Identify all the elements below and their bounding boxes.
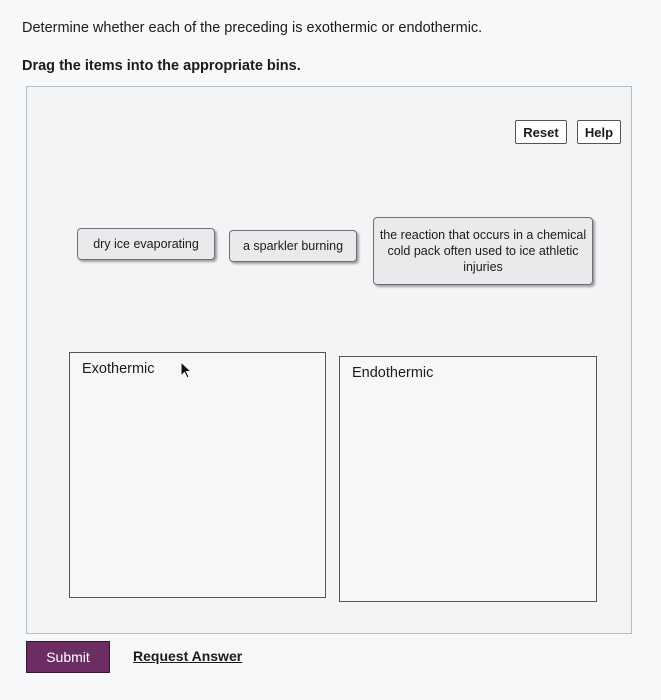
draggable-item-cold-pack[interactable]: the reaction that occurs in a chemical cold pack often used to ice athletic injuries xyxy=(373,217,593,285)
bin-label: Exothermic xyxy=(82,361,155,377)
submit-button[interactable]: Submit xyxy=(26,641,110,673)
question-instruction: Drag the items into the appropriate bins. xyxy=(22,58,301,74)
question-prompt: Determine whether each of the preceding is exothermic or endothermic. xyxy=(22,20,483,36)
help-button[interactable]: Help xyxy=(577,120,621,144)
bin-label: Endothermic xyxy=(352,365,434,381)
bin-endothermic[interactable] xyxy=(339,356,597,602)
draggable-item-sparkler[interactable]: a sparkler burning xyxy=(229,230,357,262)
draggable-item-dry-ice[interactable]: dry ice evaporating xyxy=(77,228,215,260)
drag-drop-workspace xyxy=(26,86,632,634)
bin-exothermic[interactable] xyxy=(69,352,326,598)
mouse-pointer-icon xyxy=(180,361,192,384)
request-answer-link[interactable]: Request Answer xyxy=(133,648,243,664)
reset-button[interactable]: Reset xyxy=(515,120,567,144)
